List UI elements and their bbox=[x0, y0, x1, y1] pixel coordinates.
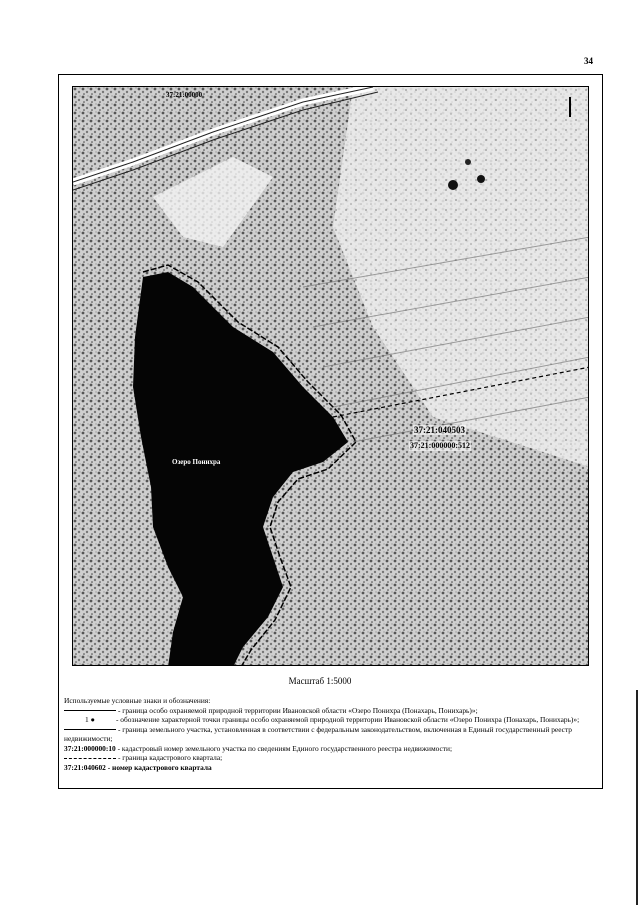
legend bbox=[64, 696, 599, 772]
legend-item: - граница земельного участка, установленная в соответствии с федеральным законодательством, включенная в Единый государственный реестр недвижимости; bbox=[64, 724, 572, 743]
parcel-line-symbol bbox=[64, 729, 116, 730]
legend-title: Используемые условные знаки и обозначения: bbox=[64, 696, 211, 705]
legend-item: - граница кадастрового квартала; bbox=[64, 753, 599, 763]
aerial-map[interactable] bbox=[72, 86, 589, 666]
quarter-line-symbol bbox=[64, 758, 116, 759]
map-imagery bbox=[73, 87, 589, 666]
road-parcel-label: 37:21:00000 bbox=[166, 91, 203, 99]
point-symbol: 1 ● bbox=[84, 715, 95, 724]
legend-item: 1 ● - обозначение характерной точки границы особо охраняемой природной территории Ивановской области «Озеро Понихра (Понахарь, Понихарь)»; bbox=[64, 715, 599, 725]
page-number: 34 bbox=[584, 56, 593, 66]
parcel-label: 37:21:000000:512 bbox=[410, 441, 470, 450]
legend-quarter-code: 37:21:040602 bbox=[64, 762, 106, 772]
legend-parcel-code: 37:21:000000:10 bbox=[64, 743, 116, 753]
scan-edge bbox=[636, 690, 638, 905]
map-scale: Масштаб 1:5000 bbox=[288, 676, 352, 686]
quarter-label: 37:21:040503 bbox=[414, 425, 465, 435]
legend-item: - граница особо охраняемой природной территории Ивановской области «Озеро Понихра (Понахарь, Понихарь)»; bbox=[64, 706, 599, 716]
legend-item: 37:21:040602 - номер кадастрового квартала bbox=[64, 762, 212, 772]
lake-label: Озеро Понихра bbox=[172, 458, 221, 466]
legend-item: 37:21:000000:10 - кадастровый номер земельного участка по сведениям Единого государственного реестра недвижимости; bbox=[64, 743, 453, 753]
boundary-line-symbol bbox=[64, 710, 116, 711]
